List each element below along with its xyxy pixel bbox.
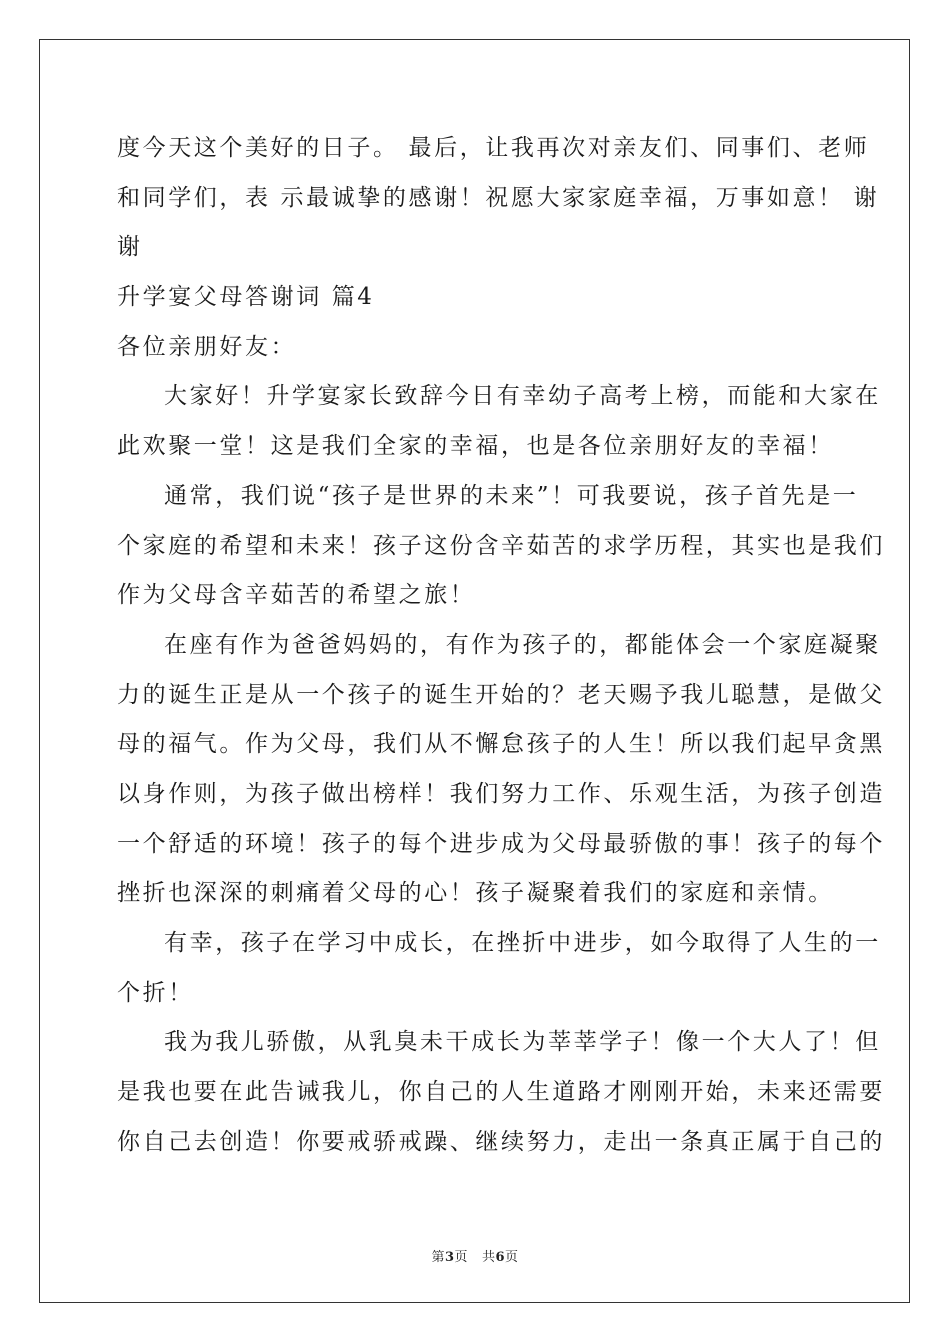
text-line: 和同学们，表 示最诚挚的感谢！祝愿大家家庭幸福，万事如意！ 谢 <box>117 184 880 211</box>
text-line: 个折！ <box>117 979 194 1006</box>
text-line: 是我也要在此告诫我儿，你自己的人生道路才刚刚开始，未来还需要 <box>117 1079 885 1106</box>
page-prefix: 第 <box>431 1250 445 1265</box>
salutation: 各位亲朋好友： <box>117 333 297 360</box>
total-prefix: 共 <box>481 1250 496 1265</box>
text-line: 你自己去创造！你要戒骄戒躁、继续努力，走出一条真正属于自己的 <box>117 1128 885 1155</box>
total-suffix: 页 <box>505 1250 519 1265</box>
page-suffix: 页 <box>454 1250 469 1265</box>
text-line: 挫折也深深的刺痛着父母的心！孩子凝聚着我们的家庭和亲情。 <box>117 880 834 907</box>
text-line: 个家庭的希望和未来！孩子这份含辛茹苦的求学历程，其实也是我们 <box>117 532 885 559</box>
page-footer <box>0 1246 950 1265</box>
text-line: 谢 <box>117 234 143 261</box>
paragraph-start: 通常，我们说“孩子是世界的未来”！可我要说，孩子首先是一 <box>164 482 859 509</box>
paragraph-start: 大家好！升学宴家长致辞今日有幸幼子高考上榜，而能和大家在 <box>164 383 881 410</box>
text-line: 母的福气。作为父母，我们从不懈怠孩子的人生！所以我们起早贪黑 <box>117 731 885 758</box>
text-line: 力的诞生正是从一个孩子的诞生开始的？老天赐予我儿聪慧，是做父 <box>117 681 885 708</box>
paragraph-start: 我为我儿骄傲，从乳臭未干成长为莘莘学子！像一个大人了！但 <box>164 1029 881 1056</box>
document-body <box>117 124 885 1167</box>
text-line: 此欢聚一堂！这是我们全家的幸福，也是各位亲朋好友的幸福！ <box>117 433 834 460</box>
paragraph-start: 在座有作为爸爸妈妈的，有作为孩子的，都能体会一个家庭凝聚 <box>164 631 881 658</box>
page-total: 6 <box>495 1250 506 1265</box>
page-current: 3 <box>444 1250 455 1265</box>
section-heading: 升学宴父母答谢词 篇4 <box>117 284 375 311</box>
text-line: 度今天这个美好的日子。 最后，让我再次对亲友们、同事们、老师 <box>117 135 870 161</box>
paragraph-start: 有幸，孩子在学习中成长，在挫折中进步，如今取得了人生的一 <box>164 930 881 956</box>
text-line: 一个舒适的环境！孩子的每个进步成为父母最骄傲的事！孩子的每个 <box>117 830 885 857</box>
text-line: 以身作则，为孩子做出榜样！我们努力工作、乐观生活，为孩子创造 <box>117 780 885 807</box>
text-line: 作为父母含辛茹苦的希望之旅！ <box>117 582 476 609</box>
